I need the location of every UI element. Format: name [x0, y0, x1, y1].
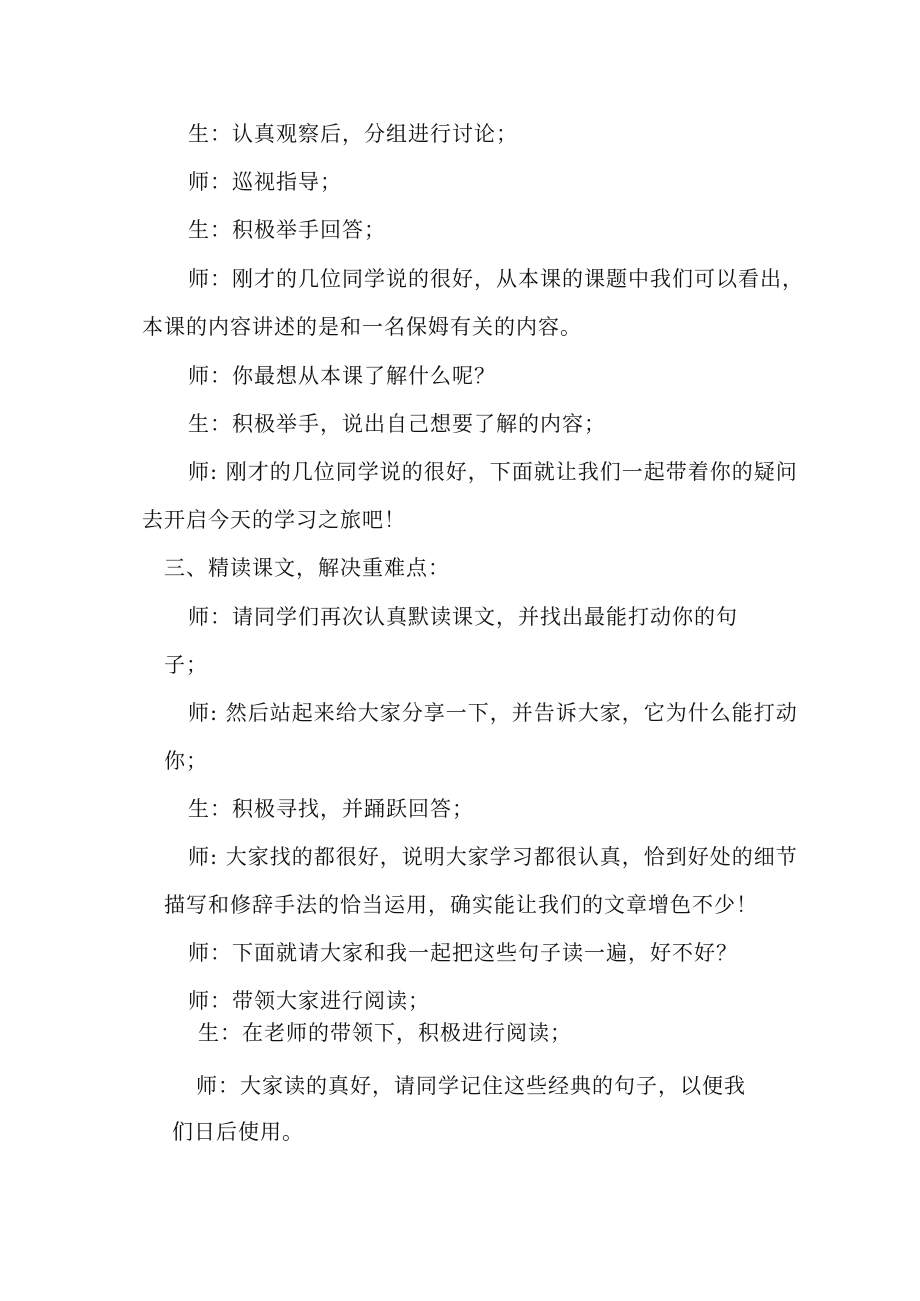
line-teacher-read-cont: 子； — [164, 653, 208, 677]
line-student-reading: 生：在老师的带领下，积极进行阅读； — [198, 1021, 572, 1045]
line-teacher-praise-3-cont: 描写和修辞手法的恰当运用，确实能让我们的文章增色不少！ — [164, 893, 758, 917]
line-teacher-lead-reading: 师：带领大家进行阅读； — [188, 989, 430, 1013]
line-student-observe: 生：认真观察后，分组进行讨论； — [188, 122, 518, 146]
line-teacher-read-together: 师：下面就请大家和我一起把这些句子读一遍，好不好？ — [188, 941, 738, 965]
line-student-answer: 生：积极举手，说出自己想要了解的内容； — [188, 412, 606, 436]
line-teacher-praise-4: 师：大家读的真好，请同学记住这些经典的句子，以便我 — [196, 1074, 746, 1098]
line-teacher-question: 师：你最想从本课了解什么呢？ — [188, 364, 496, 388]
line-teacher-praise-1-cont: 本课的内容讲述的是和一名保姆有关的内容。 — [142, 315, 582, 339]
line-teacher-patrol: 师：巡视指导； — [188, 170, 342, 194]
line-teacher-praise-4-cont: 们日后使用。 — [172, 1120, 304, 1144]
line-teacher-praise-1: 师：刚才的几位同学说的很好，从本课的课题中我们可以看出， — [188, 267, 804, 291]
section-heading-3: 三、精读课文，解决重难点： — [164, 556, 450, 580]
line-teacher-praise-2: 师: 刚才的几位同学说的很好，下面就让我们一起带着你的疑问 — [188, 460, 798, 484]
line-teacher-praise-3: 师: 大家找的都很好，说明大家学习都很认真，恰到好处的细节 — [188, 845, 798, 869]
line-student-raise-hand: 生：积极举手回答； — [188, 218, 386, 242]
line-teacher-read: 师：请同学们再次认真默读课文，并找出最能打动你的句 — [188, 605, 738, 629]
line-teacher-share-cont: 你； — [164, 749, 208, 773]
line-teacher-share: 师: 然后站起来给大家分享一下，并告诉大家，它为什么能打动 — [188, 701, 798, 725]
line-student-search: 生：积极寻找，并踊跃回答； — [188, 797, 474, 821]
line-teacher-praise-2-cont: 去开启今天的学习之旅吧！ — [142, 508, 406, 532]
